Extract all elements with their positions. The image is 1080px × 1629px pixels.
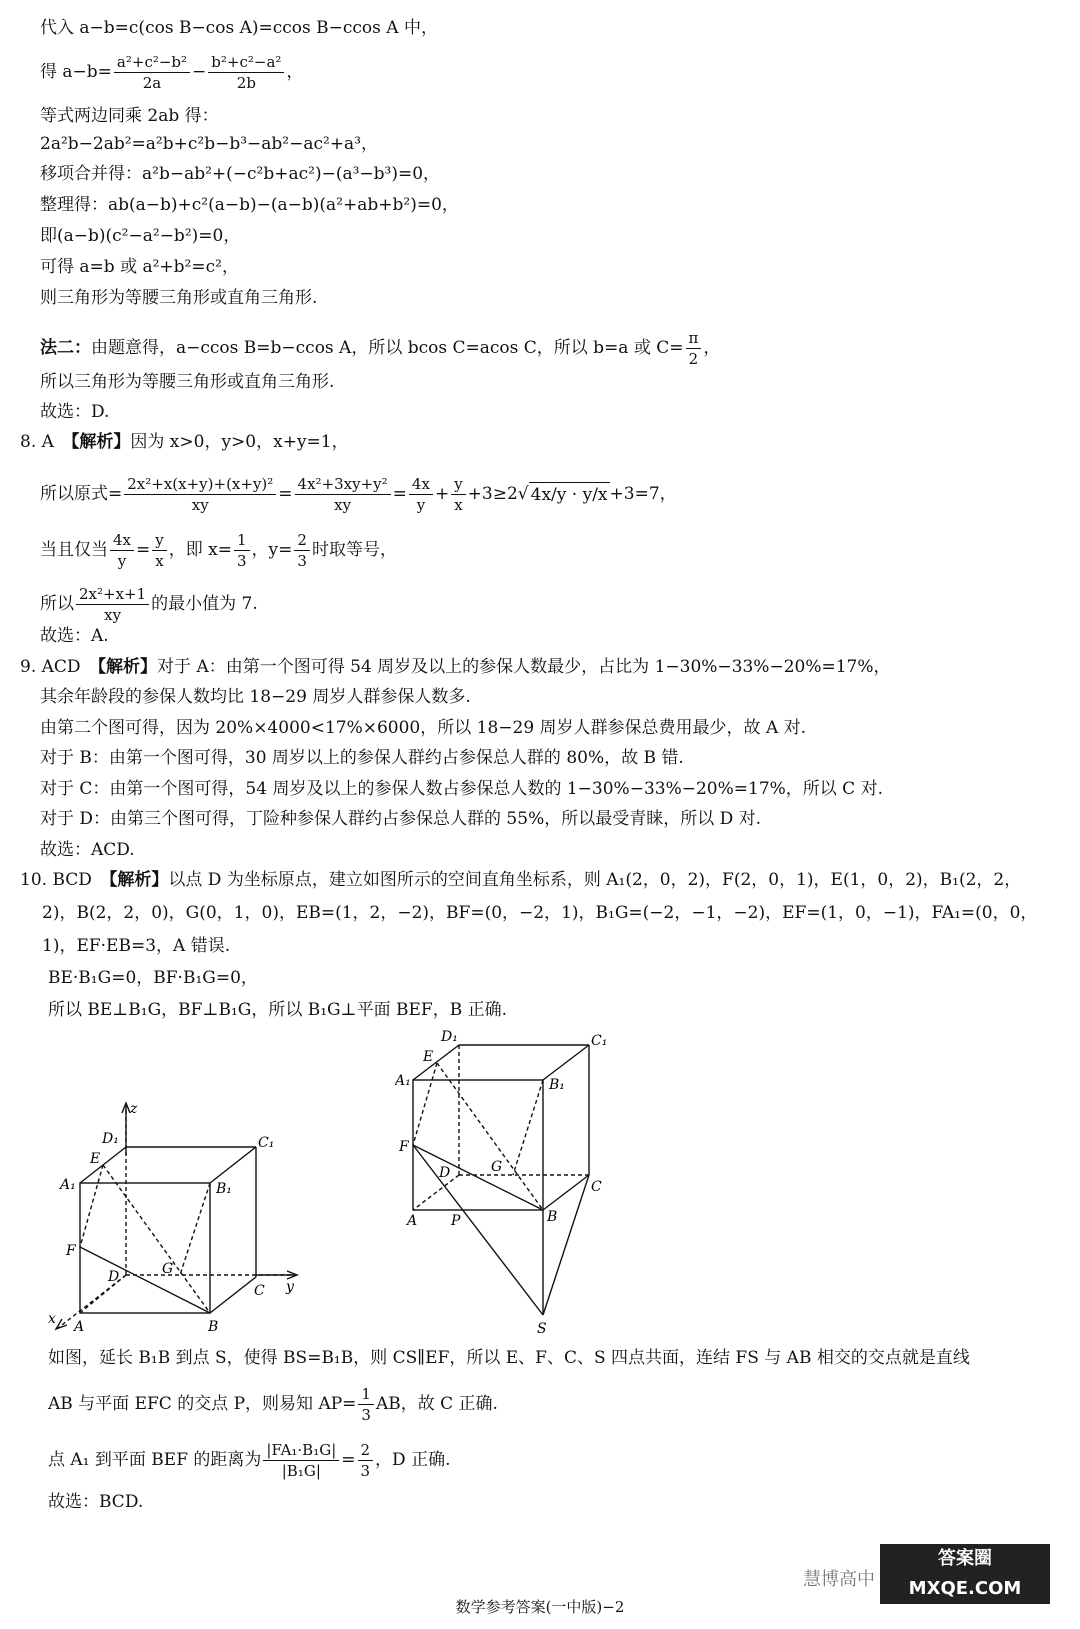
- text: 点 A₁ 到平面 BEF 的距离为: [48, 1450, 262, 1470]
- fraction: [358, 1440, 374, 1481]
- label-D: D: [108, 1269, 120, 1285]
- text-line: 代入 a−b=c(cos B−cos A)=ccos B−ccos A 中，: [40, 18, 438, 38]
- label-E: E: [90, 1151, 101, 1167]
- text-line: [40, 584, 258, 625]
- denominator: 2b: [236, 74, 256, 92]
- label-D1: D₁: [102, 1131, 119, 1147]
- text-line: 对于 B：由第一个图可得，30 周岁以上的参保人群约占参保总人群的 80%，故 B 错.: [40, 748, 684, 768]
- label-E: E: [423, 1049, 434, 1065]
- text: ，即 x=: [168, 540, 232, 560]
- denominator: 2: [688, 350, 699, 368]
- question-8-header: [20, 430, 349, 454]
- numerator: π: [686, 328, 702, 349]
- text: ，y=: [251, 540, 293, 560]
- text-line: 故选：BCD.: [48, 1492, 144, 1512]
- text: AB，故 C 正确.: [375, 1394, 498, 1414]
- label-S: S: [537, 1321, 547, 1337]
- text: 对于 A：由第一个图可得 54 周岁及以上的参保人数最少，占比为 1−30%−33%−20%=17%，: [157, 657, 891, 677]
- label-F: F: [399, 1139, 409, 1155]
- label-y: y: [286, 1279, 294, 1295]
- page-footer: 数学参考答案(一中版)−2: [455, 1598, 625, 1616]
- numerator: y: [152, 530, 166, 551]
- text: +3=7，: [609, 484, 677, 504]
- question-number: 9. ACD: [20, 657, 98, 677]
- label-G: G: [491, 1159, 503, 1175]
- text: 时取等号，: [311, 540, 397, 560]
- text-line: 当且仅当 $\frac{4x}{y}$ = $\frac{y}{x}$ ，即 x= $\frac{1}{3}$ ，y= $\frac{2}{3}$ 时取等号，: [40, 531, 397, 570]
- label-A: A: [407, 1213, 418, 1229]
- text-line: 其余年龄段的参保人数均比 18−29 周岁人群参保人数多.: [40, 687, 471, 707]
- denominator: xy: [334, 496, 352, 514]
- text: =: [341, 1450, 356, 1470]
- label-F: F: [66, 1243, 76, 1259]
- fraction: [76, 584, 149, 625]
- text-line: 法二：由题意得，a−ccos B=b−ccos A，所以 bcos C=acos C，所以 b=a 或 C= $\frac{\pi}{2}$ ，: [40, 329, 721, 368]
- text-line: 故选：D.: [40, 402, 110, 422]
- label-C1: C₁: [591, 1033, 608, 1049]
- denominator: 2a: [142, 74, 162, 92]
- label-C: C: [591, 1179, 602, 1195]
- text-line: BE·B₁G=0，BF·B₁G=0，: [48, 968, 258, 988]
- fraction: [409, 474, 433, 515]
- numerator: y: [451, 474, 465, 495]
- denominator: 3: [361, 1406, 371, 1424]
- text-line: 即(a−b)(c²−a²−b²)=0，: [40, 226, 241, 246]
- fraction: [114, 52, 190, 93]
- numerator: 1: [358, 1384, 374, 1405]
- label-B: B: [547, 1209, 558, 1225]
- label-A1: A₁: [60, 1177, 76, 1193]
- denominator: |B₁G|: [281, 1462, 321, 1480]
- fraction: [358, 1384, 374, 1425]
- fraction: [110, 530, 134, 571]
- label-A1: A₁: [395, 1073, 411, 1089]
- text: 因为 x>0，y>0，x+y=1，: [130, 432, 349, 452]
- text-line: 故选：A.: [40, 626, 109, 646]
- text-line: 如图，延长 B₁B 到点 S，使得 BS=B₁B，则 CS∥EF，所以 E、F、C、S 四点共面，连结 FS 与 AB 相交的交点就是直线: [48, 1348, 970, 1368]
- numerator: 1: [234, 530, 250, 551]
- text: 所以: [40, 594, 74, 614]
- text: ，D 正确.: [375, 1450, 451, 1470]
- method-label: 法二：: [40, 338, 91, 358]
- question-10-header: [20, 868, 1021, 892]
- fraction: [451, 474, 465, 515]
- label-B: B: [208, 1319, 219, 1335]
- numerator: 2x²+x+1: [76, 584, 149, 605]
- text: 所以原式=: [40, 484, 123, 504]
- label-D1: D₁: [441, 1029, 458, 1045]
- text-line: 所以三角形为等腰三角形或直角三角形.: [40, 372, 335, 392]
- text: 当且仅当: [40, 540, 108, 560]
- fraction: [295, 474, 391, 515]
- text: 由题意得，a−ccos B=b−ccos A，所以 bcos C=acos C，所以 b=a 或 C=: [91, 338, 684, 358]
- denominator: xy: [191, 496, 209, 514]
- text-line: 对于 D：由第三个图可得，丁险种参保人群约占参保总人群的 55%，所以最受青睐，所以 D 对.: [40, 809, 762, 829]
- text: 以点 D 为坐标原点，建立如图所示的空间直角坐标系，则 A₁(2，0，2)，F(2，0，1)，E(1，0，2)，B₁(2，2，: [168, 870, 1022, 890]
- watermark-logo: 答案圈 MXQE.COM: [880, 1544, 1050, 1604]
- label-D: D: [439, 1165, 451, 1181]
- denominator: 3: [297, 552, 307, 570]
- denominator: x: [155, 552, 164, 570]
- text-line: 可得 a=b 或 a²+b²=c²，: [40, 257, 239, 277]
- question-9-header: [20, 655, 891, 679]
- fraction: [124, 474, 276, 515]
- text: 得 a−b=: [40, 62, 112, 82]
- text-line: [48, 1440, 450, 1481]
- text-line: 2)，B(2，2，0)，G(0，1，0)，EB=(1，2，−2)，BF=(0，−2，1)，B₁G=(−2，−1，−2)，EF=(1，0，−1)，FA₁=(0，0，: [42, 903, 1038, 923]
- denominator: 3: [360, 1462, 371, 1480]
- label-A: A: [74, 1319, 85, 1335]
- numerator: 2: [294, 530, 310, 551]
- numerator: a²+c²−b²: [114, 52, 190, 73]
- text-line: 1)，EF·EB=3，A 错误.: [42, 936, 231, 956]
- fraction: [294, 530, 310, 571]
- text-line: 则三角形为等腰三角形或直角三角形.: [40, 288, 318, 308]
- fraction: [686, 328, 702, 369]
- analysis-tag: 【解析】: [70, 432, 131, 452]
- text-line: 2a²b−2ab²=a²b+c²b−b³−ab²−ac²+a³，: [40, 134, 379, 154]
- label-B1: B₁: [216, 1181, 232, 1197]
- label-P: P: [451, 1213, 461, 1229]
- denominator: x: [454, 496, 463, 514]
- figure-1-cube: [40, 1095, 310, 1335]
- text-line: 所以原式= $\frac{\text{2x²+x(x+y)+(x+y)²}}{xy}$ = $\frac{\text{4x²+3xy+y²}}{xy}$ = $\frac{4x}{y}$ + $\frac{y}{x}$ +3≥2√ 4x/y · y/x +3=7，: [40, 475, 677, 514]
- text-line: 移项合并得：a²b−ab²+(−c²b+ac²)−(a³−b³)=0，: [40, 164, 441, 184]
- denominator: 3: [237, 552, 247, 570]
- text-line: 对于 C：由第一个图可得，54 周岁及以上的参保人数占参保总人数的 1−30%−33%−20%=17%，所以 C 对.: [40, 779, 884, 799]
- sqrt-content: 4x/y · y/x: [529, 482, 610, 507]
- numerator: |FA₁·B₁G|: [263, 1440, 339, 1461]
- text: +3≥2: [467, 484, 518, 504]
- text-line: 等式两边同乘 2ab 得：: [40, 106, 219, 126]
- text-line: 故选：ACD.: [40, 840, 135, 860]
- text: 的最小值为 7.: [151, 594, 258, 614]
- fraction: [263, 1440, 339, 1481]
- text-line: [48, 1384, 498, 1425]
- question-number: 8. A: [20, 432, 71, 452]
- label-x: x: [48, 1311, 56, 1327]
- wechat-source: 慧博高中: [803, 1569, 875, 1590]
- text-line: 由第二个图可得，因为 20%×4000<17%×6000，所以 18−29 周岁人群参保总费用最少，故 A 对.: [40, 718, 807, 738]
- denominator: y: [416, 496, 426, 514]
- numerator: 4x: [409, 474, 433, 495]
- question-number: 10. BCD: [20, 870, 109, 890]
- label-z: z: [130, 1101, 138, 1117]
- analysis-tag: 【解析】: [97, 657, 158, 677]
- label-B1: B₁: [549, 1077, 565, 1093]
- label-G: G: [162, 1261, 174, 1277]
- fraction: [152, 530, 166, 571]
- figure-2-cube-extended: [395, 1025, 625, 1345]
- label-C1: C₁: [258, 1135, 275, 1151]
- fraction: [234, 530, 250, 571]
- text-line: 所以 BE⊥B₁G，BF⊥B₁G，所以 B₁G⊥平面 BEF，B 正确.: [48, 1000, 508, 1020]
- numerator: 2x²+x(x+y)+(x+y)²: [124, 474, 276, 495]
- text: AB 与平面 EFC 的交点 P，则易知 AP=: [48, 1394, 357, 1414]
- denominator: xy: [104, 606, 122, 624]
- text-line: 得 a−b= $\frac{\text{a²+c²−b²}}{2a}$ − $\frac{\text{b²+c²−a²}}{2b}$ ，: [40, 53, 304, 92]
- label-C: C: [254, 1283, 265, 1299]
- numerator: 2: [358, 1440, 374, 1461]
- numerator: 4x²+3xy+y²: [295, 474, 391, 495]
- denominator: y: [117, 552, 127, 570]
- analysis-tag: 【解析】: [108, 870, 169, 890]
- fraction: [208, 52, 284, 93]
- text-line: 整理得：ab(a−b)+c²(a−b)−(a−b)(a²+ab+b²)=0，: [40, 195, 459, 215]
- numerator: b²+c²−a²: [208, 52, 284, 73]
- numerator: 4x: [110, 530, 134, 551]
